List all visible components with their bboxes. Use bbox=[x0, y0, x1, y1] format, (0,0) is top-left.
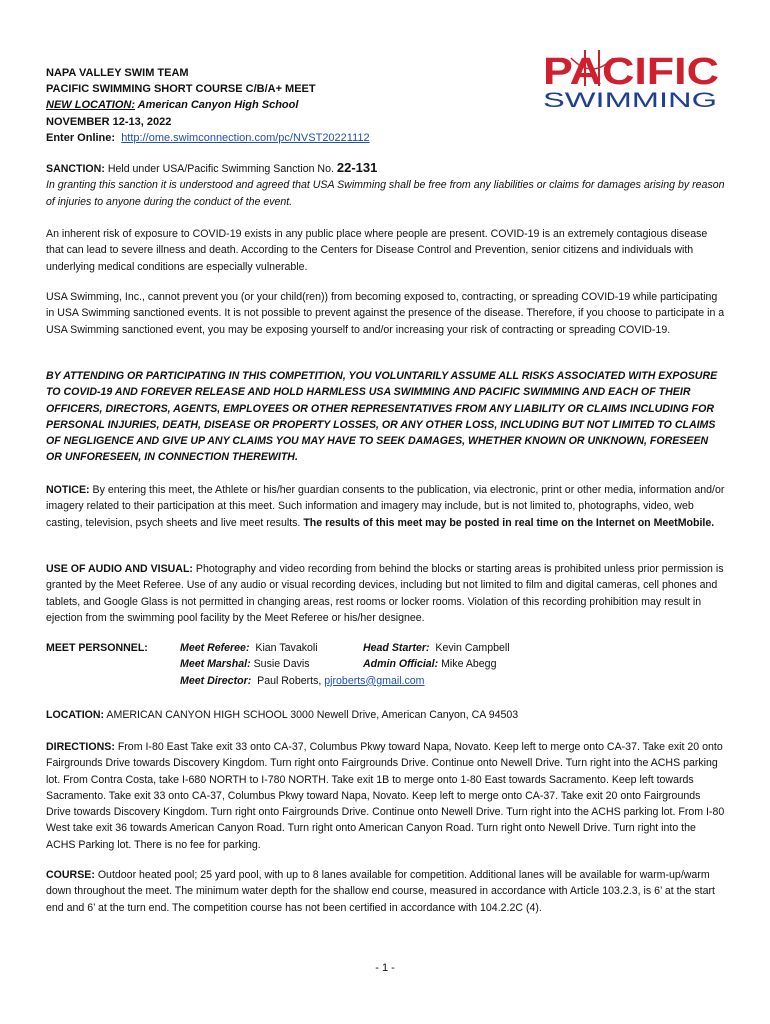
directions-label: DIRECTIONS: bbox=[46, 741, 115, 753]
course-section bbox=[46, 867, 726, 916]
audio-visual-label: USE OF AUDIO AND VISUAL: bbox=[46, 563, 193, 575]
team-name: NAPA VALLEY SWIM TEAM bbox=[46, 67, 189, 79]
notice-section bbox=[46, 482, 726, 531]
meet-location bbox=[46, 97, 370, 113]
personnel-starter bbox=[363, 640, 510, 656]
location-text: AMERICAN CANYON HIGH SCHOOL 3000 Newell Drive, American Canyon, CA 94503 bbox=[106, 709, 519, 721]
course-label: COURSE: bbox=[46, 869, 95, 881]
meet-header bbox=[46, 65, 370, 146]
admin-name: Mike Abegg bbox=[441, 658, 497, 671]
location-section bbox=[46, 707, 726, 723]
personnel-admin bbox=[363, 656, 510, 672]
directions-text: From I-80 East Take exit 33 onto CA-37, Columbus Pkwy toward Napa, Novato. Keep left to merge onto CA-37. Take exit 20 onto Fairgrounds Drive towards Discovery Kingdom. Turn right onto Fairgrounds Drive. Continue onto Newell Drive. Turn right into the ACHS parking lot. From Contra Costa, take I-680 NORTH to I-780 NORTH. Take exit 1B to merge onto 1-80 East towards Sacramento. Keep left towards Sacramento. Take exit 33 onto CA-37, Columbus Pkwy toward Napa, Novato. Keep left to merge onto CA-37. Take exit 20 onto Fairgrounds Drive towards Discovery Kingdom. Turn right onto Fairgrounds Drive. Continue onto Newell Drive. Turn right into the ACHS parking lot. From I-80 West take exit 36 towards American Canyon Road. Turn right onto American Canyon Road. Turn right onto Newell Drive. Turn right into the ACHS Parking lot. There is no fee for parking. bbox=[46, 741, 725, 851]
meet-personnel bbox=[46, 638, 736, 688]
location-label: LOCATION: bbox=[46, 709, 105, 721]
notice-text: By entering this meet, the Athlete or his/her guardian consents to the publication, via electronic, print or other media, information and/or imagery related to their participation at this meet. Such information and imagery may include, but is not limited to, photographs, video, web casting, television, psych sheets and live meet results. bbox=[46, 484, 725, 529]
personnel-column-2 bbox=[363, 640, 510, 673]
page-number: - 1 - bbox=[375, 962, 395, 974]
marshal-name: Susie Davis bbox=[253, 658, 310, 671]
sanction-section bbox=[46, 160, 726, 210]
new-location-label: NEW LOCATION: bbox=[46, 99, 136, 112]
logo-swimming-text: SWIMMING bbox=[543, 89, 717, 110]
admin-role: Admin Official: bbox=[363, 658, 439, 671]
personnel-director bbox=[180, 673, 425, 689]
covid-paragraph-2: USA Swimming, Inc., cannot prevent you (or your child(ren)) from becoming exposed to, contracting, or spreading COVID-19 while participating in USA Swimming sanctioned events. It is not possible to prevent against the presence of the disease. Therefore, if you choose to participate in a USA Swimming sanctioned event, you may be exposing yourself to and/or increasing your risk of contracting or spreading COVID-19. bbox=[46, 291, 725, 336]
enter-online bbox=[46, 130, 370, 146]
director-email-link[interactable]: pjroberts@gmail.com bbox=[324, 674, 425, 687]
referee-role: Meet Referee: bbox=[180, 642, 250, 654]
sanction-number: 22-131 bbox=[336, 160, 378, 175]
logo-pacific-text: PACIFIC bbox=[543, 51, 719, 93]
director-name: Paul Roberts, bbox=[257, 674, 322, 687]
meet-dates: NOVEMBER 12-13, 2022 bbox=[46, 115, 172, 128]
location-value: American Canyon High School bbox=[137, 99, 299, 112]
entry-link[interactable]: http://ome.swimconnection.com/pc/NVST20221112 bbox=[121, 131, 370, 144]
notice-label: NOTICE: bbox=[46, 484, 90, 496]
sanction-text: Held under USA/Pacific Swimming Sanction No. bbox=[107, 163, 334, 175]
course-text: Outdoor heated pool; 25 yard pool, with up to 8 lanes available for competition. Additional lanes will be available for warm-up/warm down throughout the meet. The minimum water depth for the shallow end course, measured in accordance with Article 103.2.3, is 6’ at the start end and 6’ at the turn end. The competition course has not been certified in accordance with 104.2.2C (4). bbox=[46, 869, 715, 914]
marshal-role: Meet Marshal: bbox=[180, 658, 251, 671]
enter-online-label: Enter Online: bbox=[46, 131, 116, 144]
starter-name: Kevin Campbell bbox=[435, 642, 510, 654]
covid-paragraph-1: An inherent risk of exposure to COVID-19 exists in any public place where people are present. COVID-19 is an extremely contagious disease that can lead to severe illness and death. According to the Centers for Disease Control and Prevention, senior citizens and individuals with underlying medical conditions are especially vulnerable. bbox=[46, 228, 708, 273]
audio-visual-text: Photography and video recording from behind the blocks or starting areas is prohibited unless prior permission is granted by the Meet Referee. Use of any audio or visual recording devices, including but not limited to film and digital cameras, cell phones and tablets, and Google Glass is not permitted in changing areas, rest rooms or locker rooms. Violation of this recording prohibition may result in ejection from the swimming pool facility by the Meet Referee or his/her designee. bbox=[46, 563, 724, 624]
starter-role: Head Starter: bbox=[363, 642, 430, 654]
sanction-italic: In granting this sanction it is understood and agreed that USA Swimming shall be free from any liabilities or claims for damages arising by reason of injuries to anyone during the conduct of the event. bbox=[46, 179, 725, 208]
pacific-swimming-logo bbox=[541, 50, 721, 110]
meet-title: PACIFIC SWIMMING SHORT COURSE C/B/A+ MEET bbox=[46, 83, 316, 96]
directions-section bbox=[46, 739, 726, 853]
sanction-label: SANCTION: bbox=[46, 163, 105, 175]
waiver-paragraph: BY ATTENDING OR PARTICIPATING IN THIS COMPETITION, YOU VOLUNTARILY ASSUME ALL RISKS ASSOCIATED WITH EXPOSURE TO COVID-19 AND FOREVER RELEASE AND HOLD HARMLESS USA SWIMMING AND PACIFIC SWIMMING AND EACH OF THEIR OFFICERS, DIRECTORS, AGENTS, EMPLOYEES OR OTHER REPRESENTATIVES FROM ANY LIABILITY OR CLAIMS INCLUDING FOR PERSONAL INJURIES, DEATH, DISEASE OR PROPERTY LOSSES, OR ANY OTHER LOSS, INCLUDING BUT NOT LIMITED TO CLAIMS OF NEGLIGENCE AND GIVE UP ANY CLAIMS YOU MAY HAVE TO SEEK DAMAGES, WHETHER KNOWN OR UNKNOWN, FORESEEN OR UNFORESEEN, IN CONNECTION THEREWITH. bbox=[46, 370, 718, 464]
notice-bold: The results of this meet may be posted in real time on the Internet on MeetMobile. bbox=[303, 516, 715, 529]
referee-name: Kian Tavakoli bbox=[255, 642, 318, 654]
personnel-label: MEET PERSONNEL: bbox=[46, 642, 148, 654]
audio-visual-section bbox=[46, 561, 726, 626]
director-role: Meet Director: bbox=[180, 674, 252, 687]
